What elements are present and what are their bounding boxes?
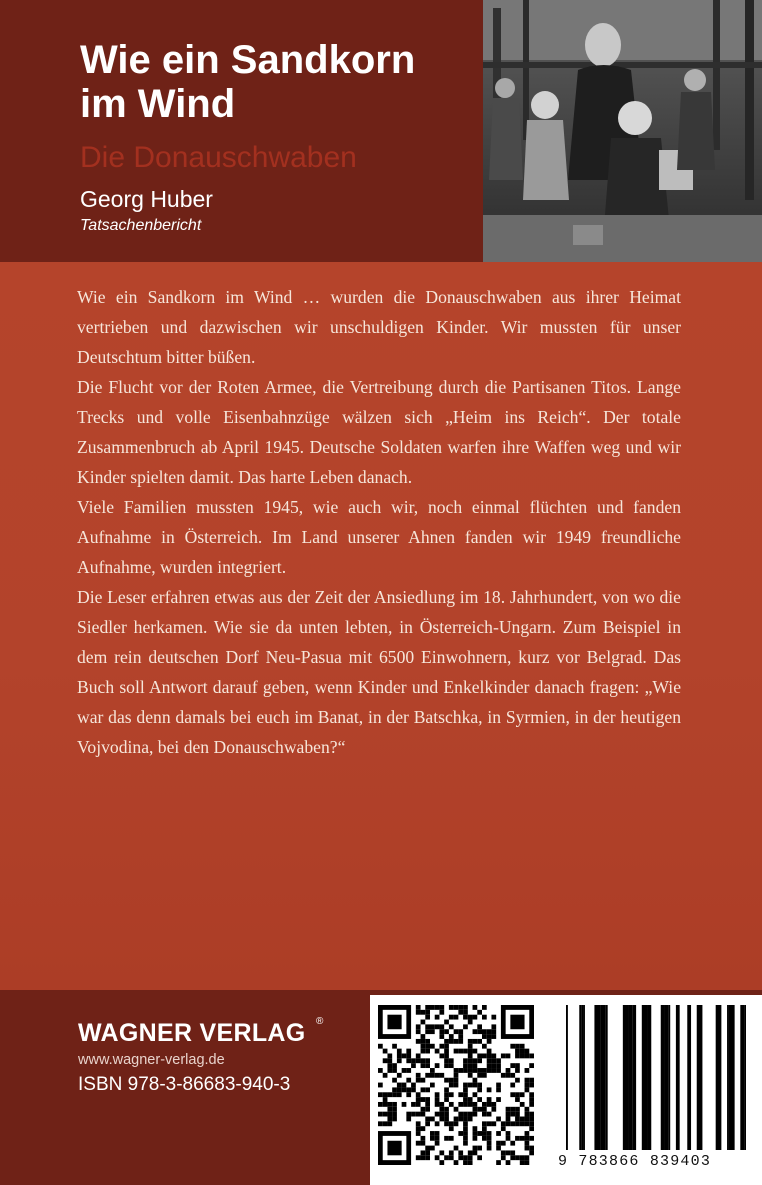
historical-photo-icon — [483, 0, 762, 262]
genre-label: Tatsachenbericht — [80, 217, 202, 234]
publisher-website: www.wagner-verlag.de — [78, 1052, 225, 1068]
blurb-paragraph: Wie ein Sandkorn im Wind … wurden die Donauschwaben aus ihrer Heimat vertrieben und dazwischen wir unschuldigen Kinder. Wir mussten für unser Deutschtum bitter büßen. — [77, 287, 681, 367]
barcode-icon — [566, 1005, 746, 1150]
historical-photo — [483, 0, 762, 262]
blurb-paragraph: Viele Familien mussten 1945, wie auch wir, noch einmal flüchten und fanden Aufnahme in Österreich. Im Land unserer Ahnen fanden wir 1949 freundliche Aufnahme, wurden integriert. — [77, 497, 681, 577]
blurb-text — [77, 282, 681, 762]
title-line-2: im Wind — [80, 82, 236, 126]
book-subtitle: Die Donauschwaben — [80, 141, 357, 174]
blurb-paragraph: Die Flucht vor der Roten Armee, die Vertreibung durch die Partisanen Titos. Lange Trecks und volle Eisenbahnzüge wälzen sich „Heim ins Reich“. Der totale Zusammenbruch ab April 1945. Deutsche Soldaten warfen ihre Waffen weg und wir Kinder spielten damit. Das harte Leben danach. — [77, 377, 681, 487]
qr-code-icon — [378, 1005, 534, 1165]
isbn-number: ISBN 978-3-86683-940-3 — [78, 1074, 291, 1095]
book-title — [80, 38, 480, 126]
barcode-number: 9 783866 839403 — [558, 1153, 712, 1170]
title-line-1: Wie ein Sandkorn — [80, 38, 416, 82]
blurb-paragraph: Die Leser erfahren etwas aus der Zeit der Ansiedlung im 18. Jahrhundert, von wo die Siedler herkamen. Wie sie da unten lebten, in Österreich-Ungarn. Zum Beispiel in dem rein deutschen Dorf Neu-Pasua mit 6500 Einwohnern, kurz vor Belgrad. Das Buch soll Antwort darauf geben, wenn Kinder und Enkelkinder danach fragen: „Wie war das denn damals bei euch im Banat, in der Batschka, in Syrmien, in der heutigen Vojvodina, bei den Donauschwaben?“ — [77, 587, 681, 757]
publisher-name: WAGNER VERLAG — [78, 1019, 306, 1047]
author-name: Georg Huber — [80, 186, 213, 212]
registered-mark: ® — [316, 1016, 324, 1027]
